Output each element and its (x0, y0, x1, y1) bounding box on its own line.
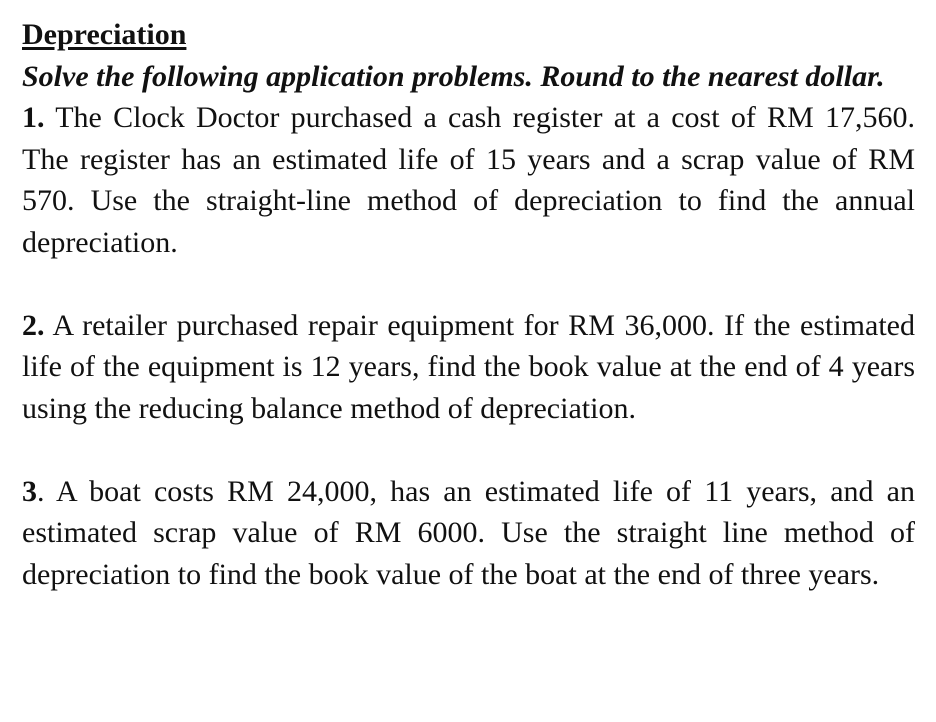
problem-1-number: 1. (22, 101, 45, 134)
document-page (22, 14, 915, 595)
problem-3-text: . A boat costs RM 24,000, has an estimated life of 11 years, and an estimated scrap value of RM 6000. Use the straight line method of depreciation to find the book value of the boat at the end of three years. (22, 474, 915, 591)
instructions-text: Solve the following application problems. Round to the nearest dollar. (22, 59, 885, 93)
problem-2 (22, 305, 915, 430)
problem-1-text: The Clock Doctor purchased a cash register at a cost of RM 17,560. The register has an estimated life of 15 years and a scrap value of RM 570. Use the straight-line method of depreciation to find the annual depreciation. (22, 101, 915, 259)
problem-3-number: 3 (22, 474, 37, 508)
problem-2-text: A retailer purchased repair equipment for RM 36,000. If the estimated life of the equipment is 12 years, find the book value at the end of 4 years using the reducing balance method of depreciation. (22, 308, 915, 425)
problem-3 (22, 471, 915, 596)
spacer (22, 429, 915, 471)
spacer (22, 263, 915, 305)
page-title: Depreciation (22, 18, 187, 51)
problem-1 (22, 97, 915, 263)
problem-2-number: 2. (22, 308, 45, 342)
